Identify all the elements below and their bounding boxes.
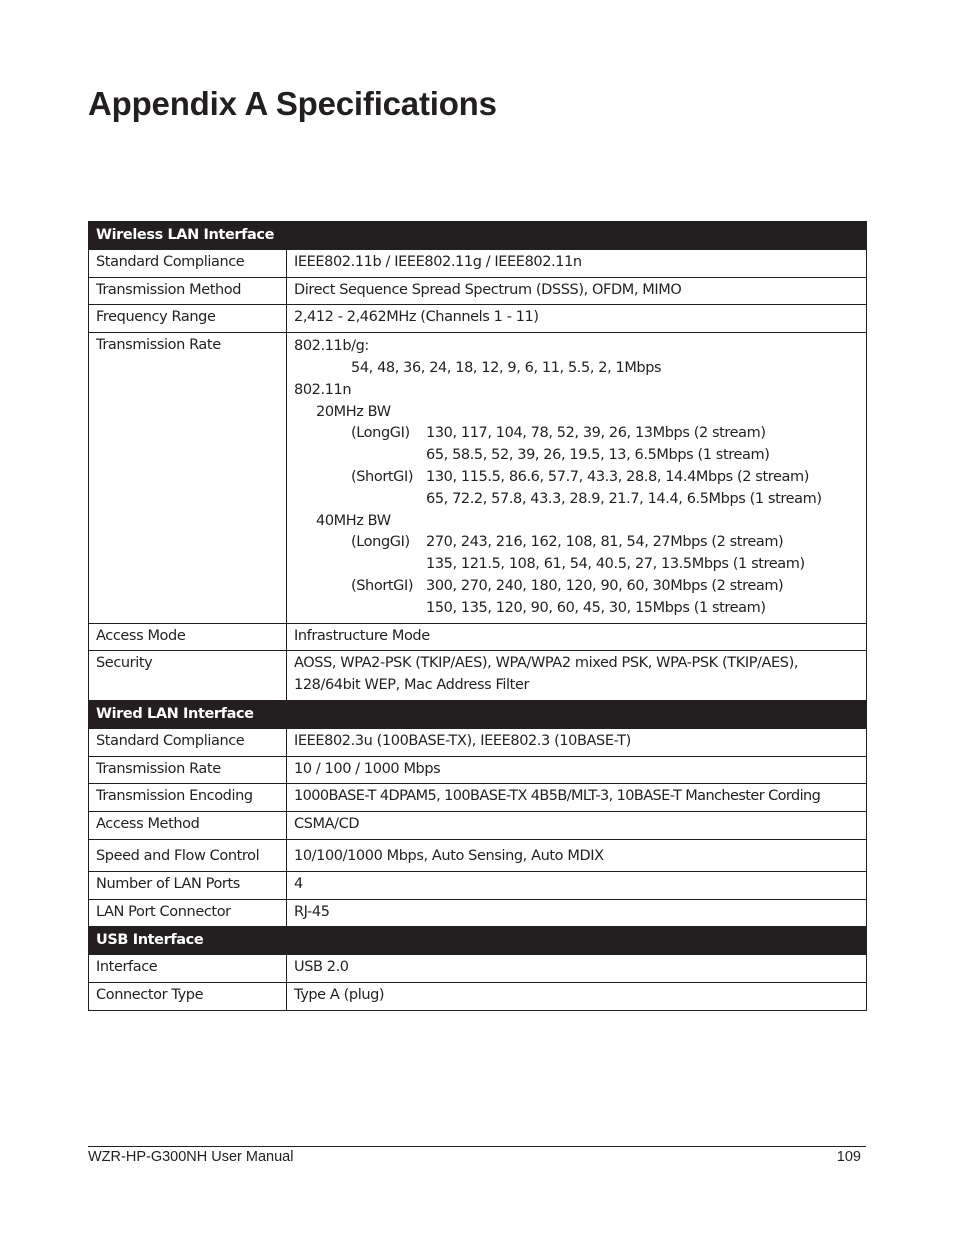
- spec-value: 10 / 100 / 1000 Mbps: [287, 756, 867, 784]
- gi-values: 130, 117, 104, 78, 52, 39, 26, 13Mbps (2 stream): [426, 425, 766, 442]
- table-row: [89, 249, 867, 277]
- section-header-wireless: [89, 222, 867, 250]
- spec-value: 2,412 - 2,462MHz (Channels 1 - 11): [287, 305, 867, 333]
- spec-label: Standard Compliance: [89, 728, 287, 756]
- spec-label: Standard Compliance: [89, 249, 287, 277]
- table-row: [89, 812, 867, 840]
- spec-label: Transmission Method: [89, 277, 287, 305]
- table-row: [89, 277, 867, 305]
- spec-value: RJ-45: [287, 899, 867, 927]
- page-title: Appendix A Specifications: [88, 85, 497, 122]
- spec-value: [287, 651, 867, 701]
- spec-value: IEEE802.11b / IEEE802.11g / IEEE802.11n: [287, 249, 867, 277]
- spec-label: Interface: [89, 955, 287, 983]
- table-row: [89, 333, 867, 623]
- table-row: [89, 728, 867, 756]
- spec-label: Connector Type: [89, 982, 287, 1010]
- spec-label: Access Mode: [89, 623, 287, 651]
- spec-value: 4: [287, 871, 867, 899]
- spec-label: Number of LAN Ports: [89, 871, 287, 899]
- spec-value: Infrastructure Mode: [287, 623, 867, 651]
- gi-label: (LongGI): [351, 534, 410, 551]
- specifications-table: [88, 221, 867, 1011]
- spec-value: 10/100/1000 Mbps, Auto Sensing, Auto MDIX: [287, 839, 867, 871]
- page-number: 109: [836, 1149, 861, 1165]
- rate-40mhz-long-gi: [294, 532, 859, 554]
- rate-n-label: 802.11n: [294, 381, 352, 398]
- gi-values: 65, 58.5, 52, 39, 26, 19.5, 13, 6.5Mbps (1 stream): [426, 447, 770, 464]
- rate-40mhz-short-gi: [294, 576, 859, 598]
- gi-label: (ShortGI): [351, 577, 414, 594]
- spec-value: 1000BASE-T 4DPAM5, 100BASE-TX 4B5B/MLT-3, 10BASE-T Manchester Cording: [287, 784, 867, 812]
- spec-value: IEEE802.3u (100BASE-TX), IEEE802.3 (10BASE-T): [287, 728, 867, 756]
- table-row: [89, 651, 867, 701]
- gi-values: 270, 243, 216, 162, 108, 81, 54, 27Mbps (2 stream): [426, 534, 784, 551]
- spec-value: CSMA/CD: [287, 812, 867, 840]
- spec-label: Transmission Rate: [89, 756, 287, 784]
- spec-value: USB 2.0: [287, 955, 867, 983]
- gi-label: (ShortGI): [351, 468, 414, 485]
- rate-bg-label: 802.11b/g:: [294, 338, 369, 355]
- gi-values: 130, 115.5, 86.6, 57.7, 43.3, 28.8, 14.4Mbps (2 stream): [426, 468, 809, 485]
- table-row: [89, 784, 867, 812]
- rate-20mhz-long-gi: [294, 423, 859, 445]
- table-row: [89, 839, 867, 871]
- footer-divider: [88, 1146, 866, 1147]
- gi-values: 300, 270, 240, 180, 120, 90, 60, 30Mbps (2 stream): [426, 577, 784, 594]
- gi-values: 150, 135, 120, 90, 60, 45, 30, 15Mbps (1 stream): [426, 599, 766, 616]
- section-title: USB Interface: [89, 927, 867, 955]
- section-title: Wireless LAN Interface: [89, 222, 867, 250]
- rate-40mhz-label: 40MHz BW: [316, 512, 391, 529]
- section-title: Wired LAN Interface: [89, 700, 867, 728]
- spec-label: Frequency Range: [89, 305, 287, 333]
- table-row: [89, 982, 867, 1010]
- table-row: [89, 871, 867, 899]
- table-row: [89, 955, 867, 983]
- spec-label: Security: [89, 651, 287, 701]
- spec-value: Direct Sequence Spread Spectrum (DSSS), OFDM, MIMO: [287, 277, 867, 305]
- gi-label: (LongGI): [351, 425, 410, 442]
- rate-bg-values: 54, 48, 36, 24, 18, 12, 9, 6, 11, 5.5, 2, 1Mbps: [351, 359, 662, 376]
- spec-label: Access Method: [89, 812, 287, 840]
- section-header-usb: [89, 927, 867, 955]
- security-line-1: AOSS, WPA2-PSK (TKIP/AES), WPA/WPA2 mixed PSK, WPA-PSK (TKIP/AES),: [294, 655, 799, 672]
- footer-manual-title: WZR-HP-G300NH User Manual: [88, 1149, 294, 1165]
- spec-label: Transmission Encoding: [89, 784, 287, 812]
- rate-20mhz-label: 20MHz BW: [316, 403, 391, 420]
- gi-values: 135, 121.5, 108, 61, 54, 40.5, 27, 13.5Mbps (1 stream): [426, 556, 805, 573]
- gi-values: 65, 72.2, 57.8, 43.3, 28.9, 21.7, 14.4, 6.5Mbps (1 stream): [426, 490, 822, 507]
- table-row: [89, 623, 867, 651]
- transmission-rate-detail: [287, 333, 867, 623]
- table-row: [89, 756, 867, 784]
- spec-label: Speed and Flow Control: [89, 839, 287, 871]
- table-row: [89, 899, 867, 927]
- spec-label: Transmission Rate: [89, 333, 287, 623]
- spec-value: Type A (plug): [287, 982, 867, 1010]
- section-header-wired: [89, 700, 867, 728]
- spec-label: LAN Port Connector: [89, 899, 287, 927]
- rate-20mhz-short-gi: [294, 467, 859, 489]
- security-line-2: 128/64bit WEP, Mac Address Filter: [294, 677, 530, 694]
- table-row: [89, 305, 867, 333]
